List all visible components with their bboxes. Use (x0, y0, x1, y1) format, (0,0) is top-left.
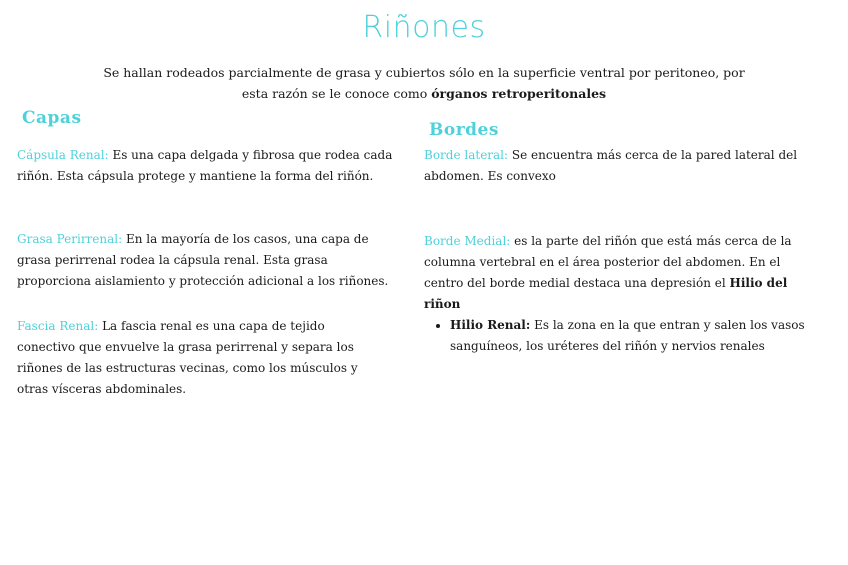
borde-medial-text: es la parte del riñón que está más cerca de la columna vertebral en el área posterior del abdomen. En el centro del borde medial destaca una depresión el (424, 234, 792, 290)
grasa-perirrenal-text: En la mayoría de los casos, una capa de grasa perirrenal rodea la cápsula renal. Esta grasa proporciona aislamiento y protección adicional a los riñones. (17, 232, 389, 288)
list-item (450, 315, 840, 357)
borde-lateral-term: Borde lateral: (424, 148, 509, 162)
borde-medial-paragraph (424, 231, 819, 315)
hilio-bullet-list (432, 315, 840, 357)
bordes-heading: Bordes (429, 120, 499, 140)
grasa-perirrenal-term: Grasa Perirrenal: (17, 232, 123, 246)
intro-text: Se hallan rodeados parcialmente de grasa y cubiertos sólo en la superficie ventral por peritoneo, por esta razón se le conoce como (103, 65, 745, 101)
fascia-renal-paragraph (17, 316, 382, 400)
capsula-renal-term: Cápsula Renal: (17, 148, 109, 162)
hilio-emphasis: Hilio del riñon (424, 276, 788, 311)
capsula-renal-paragraph (17, 145, 397, 187)
borde-medial-term: Borde Medial: (424, 234, 511, 248)
grasa-perirrenal-paragraph (17, 229, 397, 292)
fascia-renal-term: Fascia Renal: (17, 319, 99, 333)
hilio-renal-text: Es la zona en la que entran y salen los vasos sanguíneos, los uréteres del riñón y nervios renales (450, 318, 805, 353)
capas-heading: Capas (22, 108, 82, 128)
borde-lateral-paragraph (424, 145, 809, 187)
fascia-renal-text: La fascia renal es una capa de tejido conectivo que envuelve la grasa perirrenal y separa los riñones de las estructuras vecinas, como los músculos y otras vísceras abdominales. (17, 319, 358, 396)
intro-paragraph (90, 62, 758, 104)
borde-lateral-text: Se encuentra más cerca de la pared lateral del abdomen. Es convexo (424, 148, 798, 183)
capsula-renal-text: Es una capa delgada y fibrosa que rodea cada riñón. Esta cápsula protege y mantiene la forma del riñón. (17, 148, 393, 183)
intro-emphasis: órganos retroperitonales (431, 86, 607, 101)
page-title: Riñones (362, 10, 486, 45)
hilio-renal-term: Hilio Renal: (450, 318, 531, 332)
